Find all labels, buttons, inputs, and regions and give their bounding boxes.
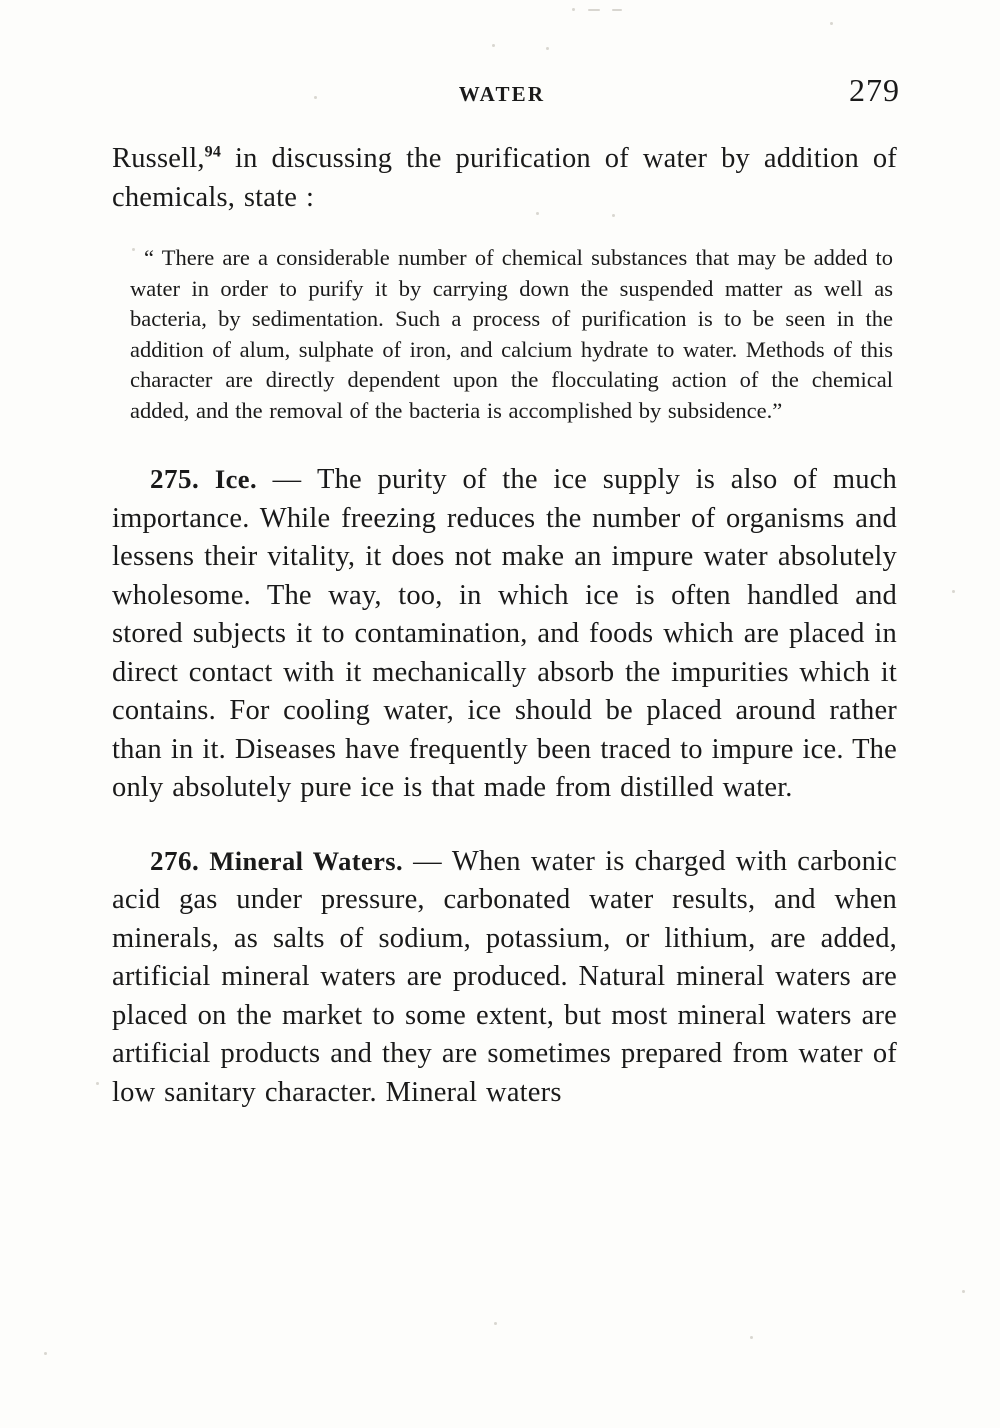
scan-speckle	[44, 1352, 47, 1355]
scan-speckle	[952, 590, 955, 593]
footnote-marker: 94	[204, 143, 222, 161]
section-275	[112, 460, 897, 808]
section-dash: —	[272, 464, 302, 495]
scan-speckle	[572, 8, 575, 11]
space	[442, 846, 452, 877]
section-text: The purity of the ice supply is also of much importance. While freezing reduces the number of organisms and lessens their vitality, it does not make an impure water absolutely wholesome. The way, too, in which ice is often handled and stored subjects it to contamination, and foods which are placed in direct contact with it mechanically absorb the impurities which it contains. For cooling water, ice should be placed around rather than in it. Diseases have frequently been traced to impure ice. The only absolutely pure ice is that made from distilled water.	[112, 464, 897, 803]
space	[199, 464, 215, 495]
scan-speckle	[492, 44, 495, 47]
space	[199, 846, 209, 877]
scan-speckle	[546, 47, 549, 50]
block-quote	[112, 243, 897, 426]
section-text: When water is charged with carbonic acid gas under pressure, carbonated water results, and when minerals, as salts of sodium, potassium, or lithium, are added, artificial mineral waters are produced. Natural mineral waters are placed on the market to some extent, but most mineral waters are artificial products and they are sometimes prepared from water of low sanitary character. Mineral waters	[112, 845, 898, 1108]
opening-text-after-note: in discussing the purification of water by addition of chemicals, state :	[112, 143, 897, 213]
page-number: 279	[849, 72, 900, 108]
section-number: 276.	[150, 845, 200, 876]
scan-speckle	[494, 1322, 497, 1325]
scan-speckle	[612, 9, 622, 11]
section-dash: —	[413, 845, 442, 877]
space	[301, 464, 317, 495]
space	[257, 464, 273, 495]
running-head: WATER	[458, 82, 546, 106]
section-title: Mineral Waters.	[209, 845, 404, 876]
page-body	[112, 140, 897, 1112]
scan-speckle	[750, 1336, 753, 1339]
scan-speckle	[588, 9, 600, 11]
page-header	[112, 72, 900, 116]
section-number: 275.	[150, 464, 200, 494]
section-276	[112, 842, 897, 1113]
scan-speckle	[962, 1290, 965, 1293]
scan-speckle	[96, 1082, 99, 1085]
space	[403, 846, 413, 877]
quote-text: “ There are a considerable number of chemical substances that may be added to water in order to purify it by carrying down the suspended matter as well as bacteria, by sedimentation. Such a process of purification is to be seen in the addition of alum, sulphate of iron, and calcium hydrate to water. Methods of this character are directly dependent upon the flocculating action of the chemical added, and the removal of the bacteria is accomplished by subsidence.”	[130, 245, 893, 423]
scan-speckle	[830, 22, 833, 25]
section-title: Ice.	[214, 464, 257, 494]
opening-text-before-note: Russell,	[112, 143, 205, 174]
opening-paragraph	[112, 140, 897, 217]
